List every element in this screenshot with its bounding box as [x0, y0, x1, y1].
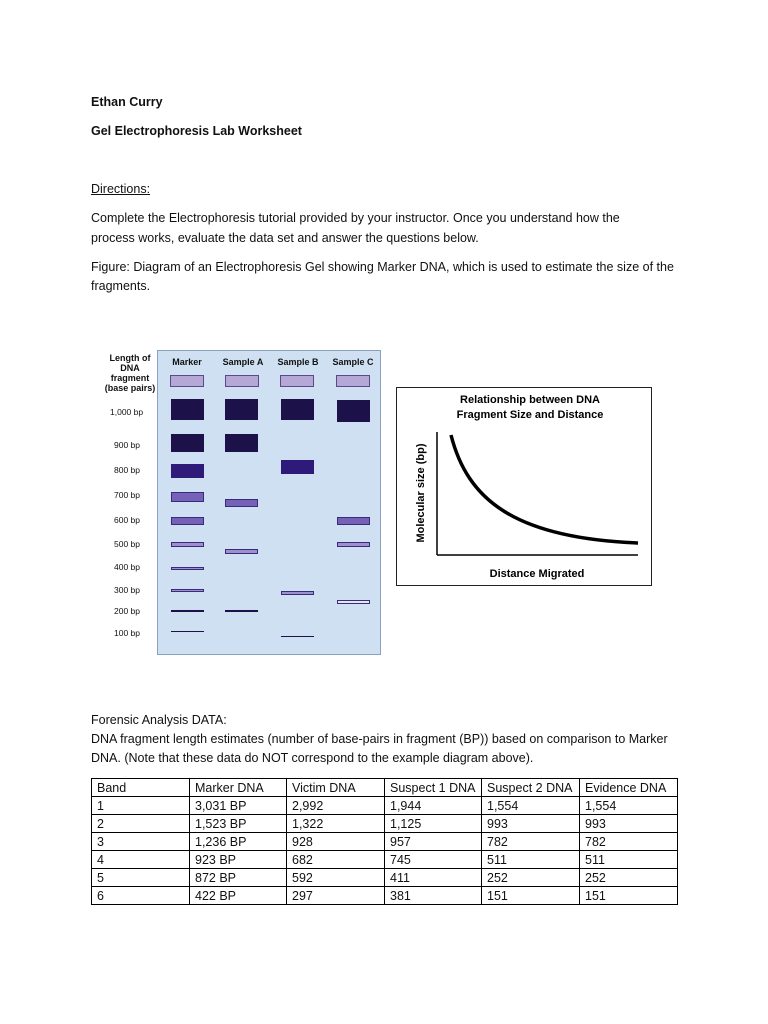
sample-a-band [225, 499, 258, 507]
sample-b-band [281, 460, 314, 474]
table-cell: 682 [287, 851, 385, 869]
column-header: Suspect 1 DNA [385, 779, 482, 797]
well-sample-a [225, 375, 259, 387]
marker-band [171, 464, 204, 478]
table-cell: 511 [482, 851, 580, 869]
sample-b-band [281, 636, 314, 637]
bp-label: 300 bp [114, 585, 140, 595]
sample-a-band [225, 610, 258, 612]
table-cell: 993 [482, 815, 580, 833]
sample-c-band [337, 517, 370, 525]
sample-b-band [281, 399, 314, 420]
bp-label: 700 bp [114, 490, 140, 500]
forensic-description-line1: DNA fragment length estimates (number of base-pairs in fragment (BP)) based on comparison to Marker [91, 732, 668, 746]
marker-band [171, 434, 204, 452]
marker-band [171, 399, 204, 420]
table-cell: 252 [482, 869, 580, 887]
table-cell: 782 [482, 833, 580, 851]
table-cell: 2 [92, 815, 190, 833]
bp-label: 400 bp [114, 562, 140, 572]
table-cell: 872 BP [190, 869, 287, 887]
table-cell: 1,125 [385, 815, 482, 833]
sample-c-band [337, 400, 370, 422]
table-cell: 5 [92, 869, 190, 887]
table-cell: 1,236 BP [190, 833, 287, 851]
sample-a-band [225, 434, 258, 452]
table-cell: 422 BP [190, 887, 287, 905]
table-cell: 993 [580, 815, 678, 833]
column-header: Victim DNA [287, 779, 385, 797]
sample-a-band [225, 549, 258, 554]
table-cell: 3,031 BP [190, 797, 287, 815]
table-cell: 1,523 BP [190, 815, 287, 833]
table-cell: 297 [287, 887, 385, 905]
table-cell: 923 BP [190, 851, 287, 869]
table-header-row [92, 779, 678, 797]
bp-label: 200 bp [114, 606, 140, 616]
marker-band [171, 567, 204, 570]
table-cell: 3 [92, 833, 190, 851]
length-header-line: fragment [110, 373, 150, 383]
chart-x-label: Distance Migrated [489, 568, 585, 580]
sample-c-band [337, 542, 370, 547]
lane-header-marker: Marker [172, 357, 202, 367]
chart-title-line1: Relationship between DNA [460, 394, 600, 406]
chart-curve [451, 435, 638, 543]
length-header [104, 353, 156, 393]
bp-label: 600 bp [114, 515, 140, 525]
directions-paragraph-line2: process works, evaluate the data set and answer the questions below. [91, 231, 479, 245]
chart-y-label: Molecular size (bp) [415, 443, 427, 543]
table-row [92, 887, 678, 905]
table-cell: 411 [385, 869, 482, 887]
well-sample-b [280, 375, 314, 387]
bp-label: 1,000 bp [110, 407, 144, 417]
forensic-data-table [91, 778, 678, 905]
table-row [92, 833, 678, 851]
chart-title-line2: Fragment Size and Distance [456, 409, 604, 421]
table-cell: 957 [385, 833, 482, 851]
marker-band [171, 492, 204, 502]
table-cell: 1,944 [385, 797, 482, 815]
table-cell: 151 [482, 887, 580, 905]
lane-header-sample-c: Sample C [332, 357, 374, 367]
relationship-chart [396, 387, 652, 586]
table-cell: 1,322 [287, 815, 385, 833]
table-cell: 1,554 [482, 797, 580, 815]
worksheet-title: Gel Electrophoresis Lab Worksheet [91, 124, 302, 138]
author-name: Ethan Curry [91, 95, 163, 109]
table-row [92, 851, 678, 869]
table-cell: 745 [385, 851, 482, 869]
directions-heading: Directions: [91, 182, 151, 196]
table-cell: 1 [92, 797, 190, 815]
column-header: Evidence DNA [580, 779, 678, 797]
well-marker [170, 375, 204, 387]
marker-band [171, 517, 204, 525]
table-row [92, 797, 678, 815]
lane-header-sample-a: Sample A [222, 357, 264, 367]
table-cell: 252 [580, 869, 678, 887]
bp-label: 500 bp [114, 539, 140, 549]
table-cell: 6 [92, 887, 190, 905]
bp-label: 900 bp [114, 440, 140, 450]
bp-label: 800 bp [114, 465, 140, 475]
table-cell: 1,554 [580, 797, 678, 815]
table-cell: 511 [580, 851, 678, 869]
table-row [92, 869, 678, 887]
table-cell: 151 [580, 887, 678, 905]
length-header-line: Length of [109, 353, 151, 363]
length-header-line: DNA [120, 363, 140, 373]
figure-caption-line2: fragments. [91, 279, 151, 293]
well-sample-c [336, 375, 370, 387]
table-cell: 2,992 [287, 797, 385, 815]
sample-c-band [337, 600, 370, 604]
forensic-description-line2: DNA. (Note that these data do NOT correspond to the example diagram above). [91, 751, 534, 765]
sample-b-band [281, 591, 314, 595]
length-header-line: (base pairs) [104, 383, 156, 393]
sample-a-band [225, 399, 258, 420]
marker-band [171, 610, 204, 612]
column-header: Band [92, 779, 190, 797]
table-row [92, 815, 678, 833]
relationship-chart-svg [397, 388, 650, 584]
marker-band [171, 589, 204, 592]
figure-caption-line1: Figure: Diagram of an Electrophoresis Gel showing Marker DNA, which is used to estimate the size of the [91, 260, 674, 274]
column-header: Marker DNA [190, 779, 287, 797]
lane-header-sample-b: Sample B [277, 357, 319, 367]
forensic-heading: Forensic Analysis DATA: [91, 713, 227, 727]
table-cell: 592 [287, 869, 385, 887]
table-cell: 4 [92, 851, 190, 869]
column-header: Suspect 2 DNA [482, 779, 580, 797]
directions-paragraph-line1: Complete the Electrophoresis tutorial provided by your instructor. Once you understand how the [91, 211, 620, 225]
bp-label: 100 bp [114, 628, 140, 638]
table-cell: 381 [385, 887, 482, 905]
table-cell: 782 [580, 833, 678, 851]
table-cell: 928 [287, 833, 385, 851]
marker-band [171, 631, 204, 632]
marker-band [171, 542, 204, 547]
